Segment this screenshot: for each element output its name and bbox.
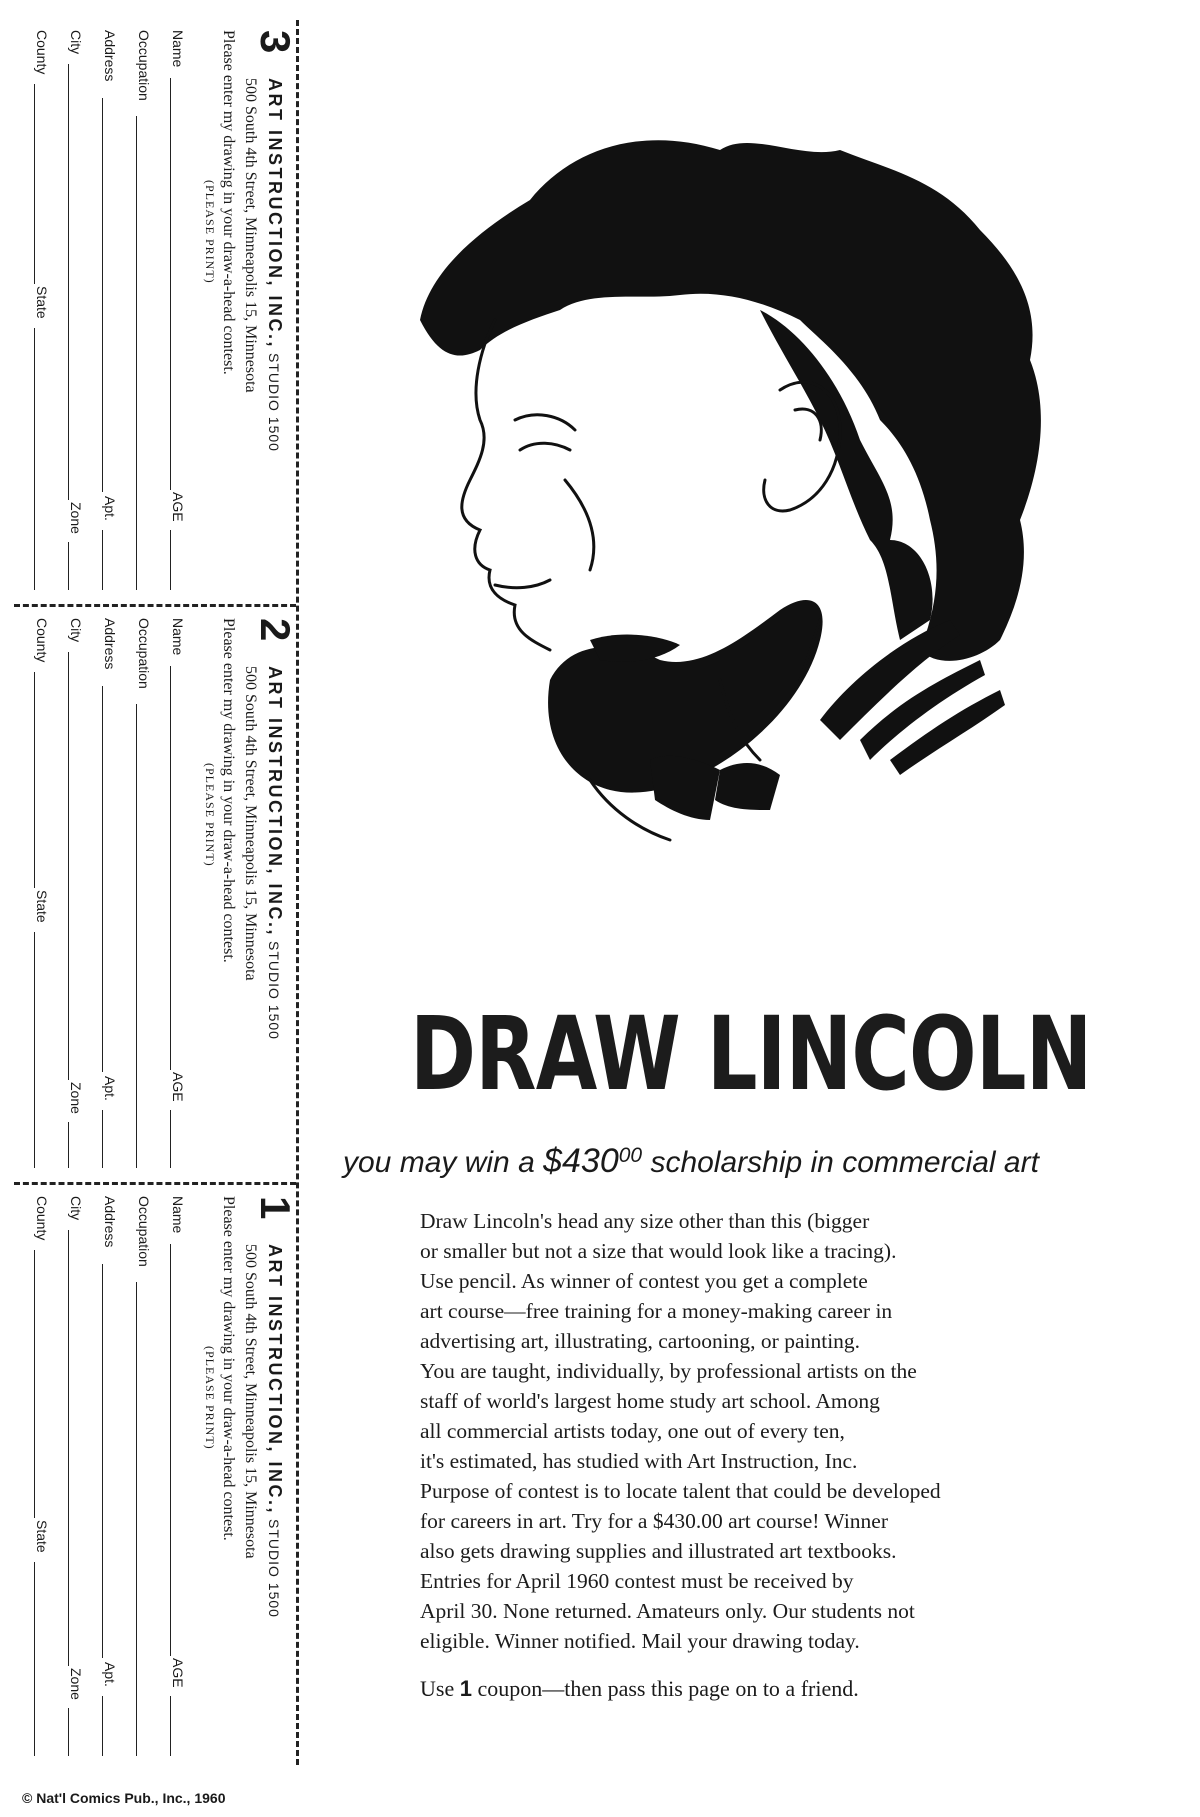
age-field[interactable] <box>170 1696 171 1756</box>
body-line: also gets drawing supplies and illustrated art textbooks. <box>420 1539 897 1563</box>
occupation-row <box>134 1196 156 1756</box>
county-field[interactable] <box>34 672 35 888</box>
coupon-header <box>252 618 299 1040</box>
city-field[interactable] <box>68 652 69 1080</box>
body-line: Purpose of contest is to locate talent that could be developed <box>420 1479 941 1503</box>
state-label: State <box>34 1520 50 1553</box>
county-label: County <box>34 1196 50 1241</box>
body-line: eligible. Winner notified. Mail your drawing today. <box>420 1629 860 1653</box>
perforation-line-coupon-3-2 <box>14 604 296 607</box>
occupation-label: Occupation <box>136 1196 152 1267</box>
state-field[interactable] <box>34 1562 35 1756</box>
occupation-row <box>134 30 156 590</box>
address-apt-row <box>100 30 122 590</box>
coupon-note-suffix: coupon—then pass this page on to a friend. <box>477 1676 859 1701</box>
city-zone-row <box>66 30 88 590</box>
age-label: AGE <box>170 492 186 522</box>
address-label: Address <box>102 1196 118 1248</box>
company-name: ART INSTRUCTION, INC., <box>265 1244 285 1515</box>
contest-rules-text <box>420 1206 1140 1656</box>
studio-number: STUDIO 1500 <box>266 1519 282 1618</box>
entry-instruction: Please enter my drawing in your draw-a-head contest. <box>220 1196 237 1541</box>
prize-cents: 00 <box>618 1144 643 1167</box>
body-line: staff of world's largest home study art school. Among <box>420 1389 880 1413</box>
coupon-number: 2 <box>252 618 299 642</box>
coupon-number: 1 <box>252 1196 299 1220</box>
state-label: State <box>34 890 50 923</box>
tagline-suffix: scholarship in commercial art <box>650 1146 1039 1179</box>
apt-label: Apt. <box>102 1076 118 1101</box>
prize-dollars: $430 <box>543 1142 619 1180</box>
state-field[interactable] <box>34 932 35 1168</box>
address-field[interactable] <box>102 98 103 492</box>
coupon-1[interactable] <box>10 1196 299 1756</box>
coupon-number: 3 <box>252 30 299 54</box>
city-field[interactable] <box>68 1230 69 1666</box>
occupation-row <box>134 618 156 1168</box>
name-field[interactable] <box>170 1244 171 1656</box>
address-field[interactable] <box>102 686 103 1072</box>
copyright-notice: © Nat'l Comics Pub., Inc., 1960 <box>22 1790 226 1806</box>
body-line: Draw Lincoln's head any size other than this (bigger <box>420 1209 870 1233</box>
coupon-header <box>252 1196 299 1618</box>
city-zone-row <box>66 1196 88 1756</box>
city-field[interactable] <box>68 64 69 500</box>
apt-field[interactable] <box>102 1110 103 1168</box>
perforation-line-vertical <box>296 20 299 1765</box>
coupon-note <box>420 1676 859 1702</box>
address-label: Address <box>102 618 118 670</box>
age-label: AGE <box>170 1072 186 1102</box>
name-field[interactable] <box>170 78 171 490</box>
body-line: art course—free training for a money-making career in <box>420 1299 893 1323</box>
occupation-field[interactable] <box>136 1282 137 1756</box>
zone-label: Zone <box>68 1668 84 1700</box>
body-line: or smaller but not a size that would look like a tracing). <box>420 1239 897 1263</box>
city-zone-row <box>66 618 88 1168</box>
apt-label: Apt. <box>102 1662 118 1687</box>
prize-amount <box>543 1142 642 1180</box>
age-field[interactable] <box>170 530 171 590</box>
address-label: Address <box>102 30 118 82</box>
entry-instruction: Please enter my drawing in your draw-a-head contest. <box>220 30 237 375</box>
headline: DRAW LINCOLN <box>410 995 1092 1114</box>
name-field[interactable] <box>170 666 171 1070</box>
body-line: Entries for April 1960 contest must be received by <box>420 1569 854 1593</box>
apt-field[interactable] <box>102 1696 103 1756</box>
entry-instruction: Please enter my drawing in your draw-a-head contest. <box>220 618 237 963</box>
zone-field[interactable] <box>68 542 69 590</box>
name-age-row <box>168 30 190 590</box>
occupation-label: Occupation <box>136 30 152 101</box>
county-label: County <box>34 618 50 663</box>
apt-field[interactable] <box>102 530 103 590</box>
county-label: County <box>34 30 50 75</box>
zone-field[interactable] <box>68 1122 69 1168</box>
tagline-prefix: you may win a <box>343 1146 535 1179</box>
city-label: City <box>68 618 84 643</box>
name-age-row <box>168 618 190 1168</box>
scholarship-tagline <box>343 1142 1183 1181</box>
address-field[interactable] <box>102 1264 103 1658</box>
please-print-note: (PLEASE PRINT) <box>203 763 217 867</box>
apt-label: Apt. <box>102 496 118 521</box>
occupation-field[interactable] <box>136 116 137 590</box>
body-line: advertising art, illustrating, cartooning, or painting. <box>420 1329 861 1353</box>
address-apt-row <box>100 1196 122 1756</box>
please-print-note: (PLEASE PRINT) <box>203 1346 217 1450</box>
body-line: all commercial artists today, one out of every ten, <box>420 1419 845 1443</box>
studio-number: STUDIO 1500 <box>266 941 282 1040</box>
occupation-field[interactable] <box>136 704 137 1168</box>
coupon-3[interactable] <box>10 30 299 590</box>
zone-label: Zone <box>68 1082 84 1114</box>
coupon-note-prefix: Use <box>420 1676 455 1701</box>
name-label: Name <box>170 30 186 68</box>
please-print-note: (PLEASE PRINT) <box>203 180 217 284</box>
zone-field[interactable] <box>68 1708 69 1756</box>
body-line: April 30. None returned. Amateurs only. Our students not <box>420 1599 915 1623</box>
body-line: it's estimated, has studied with Art Instruction, Inc. <box>420 1449 858 1473</box>
coupon-note-number: 1 <box>459 1676 472 1701</box>
company-address: 500 South 4th Street, Minneapolis 15, Minnesota <box>242 666 259 981</box>
body-line: Use pencil. As winner of contest you get a complete <box>420 1269 868 1293</box>
name-label: Name <box>170 1196 186 1234</box>
county-state-row <box>32 1196 54 1756</box>
perforation-line-coupon-2-1 <box>14 1182 296 1185</box>
state-label: State <box>34 286 50 319</box>
lincoln-portrait-illustration <box>420 120 1100 970</box>
body-line: You are taught, individually, by professional artists on the <box>420 1359 917 1383</box>
zone-label: Zone <box>68 502 84 534</box>
coupon-header <box>252 30 299 452</box>
company-address: 500 South 4th Street, Minneapolis 15, Minnesota <box>242 78 259 393</box>
age-label: AGE <box>170 1658 186 1688</box>
county-field[interactable] <box>34 84 35 284</box>
city-label: City <box>68 1196 84 1221</box>
coupon-2[interactable] <box>10 618 299 1168</box>
name-age-row <box>168 1196 190 1756</box>
name-label: Name <box>170 618 186 656</box>
county-state-row <box>32 30 54 590</box>
age-field[interactable] <box>170 1110 171 1168</box>
county-field[interactable] <box>34 1250 35 1518</box>
address-apt-row <box>100 618 122 1168</box>
state-field[interactable] <box>34 328 35 590</box>
company-name: ART INSTRUCTION, INC., <box>265 666 285 937</box>
county-state-row <box>32 618 54 1168</box>
city-label: City <box>68 30 84 55</box>
studio-number: STUDIO 1500 <box>266 353 282 452</box>
occupation-label: Occupation <box>136 618 152 689</box>
body-line: for careers in art. Try for a $430.00 art course! Winner <box>420 1509 889 1533</box>
company-name: ART INSTRUCTION, INC., <box>265 78 285 349</box>
company-address: 500 South 4th Street, Minneapolis 15, Minnesota <box>242 1244 259 1559</box>
